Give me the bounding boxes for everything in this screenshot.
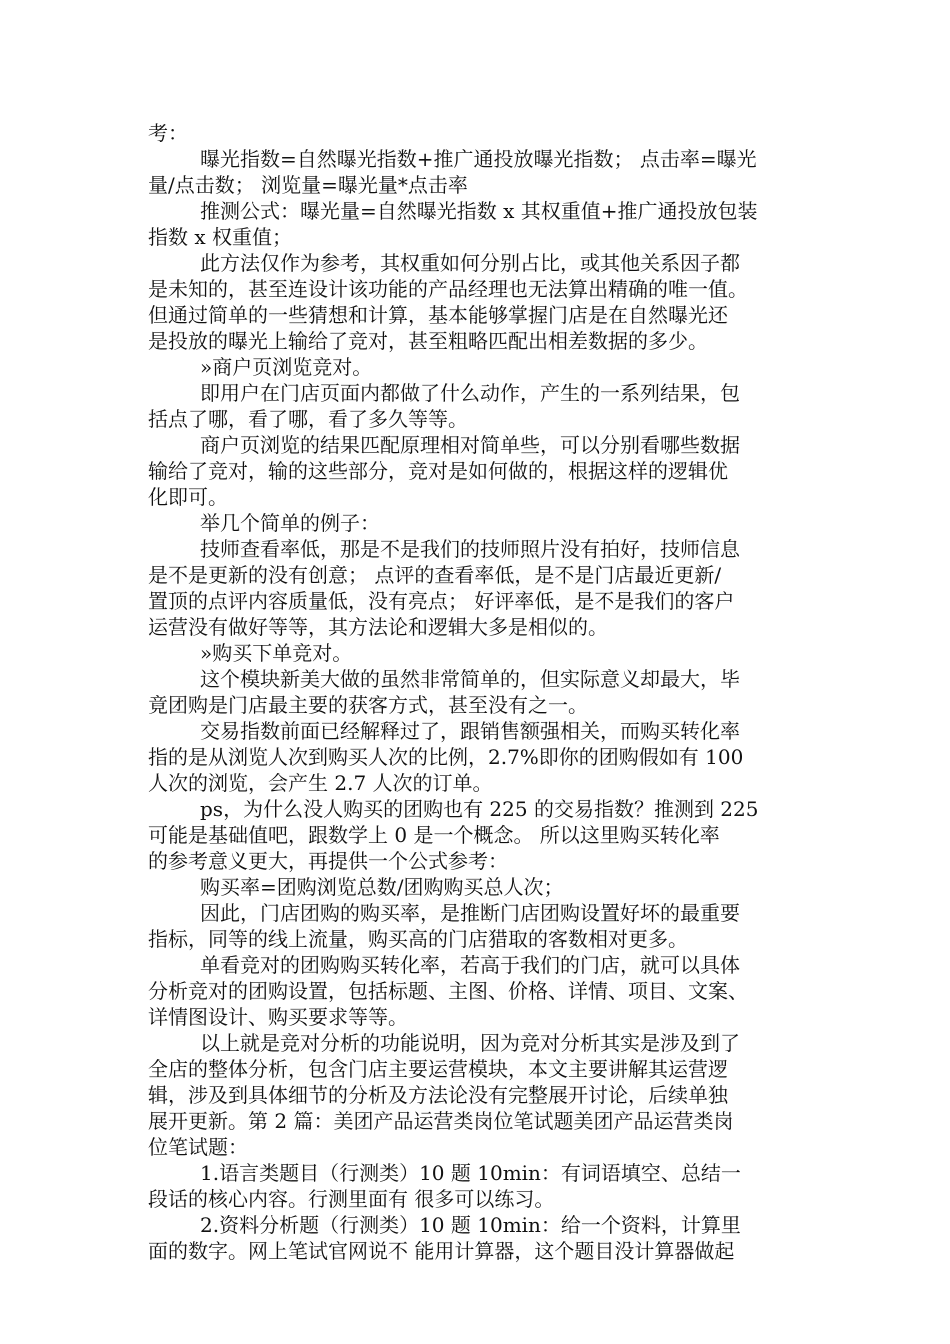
text-line: 置顶的点评内容质量低，没有亮点； 好评率低，是不是我们的客户 (148, 589, 735, 613)
text-line: 位笔试题： (148, 1135, 248, 1159)
text-line: 是未知的，甚至连设计该功能的产品经理也无法算出精确的唯一值。 (148, 277, 748, 301)
text-line: 指数 x 权重值； (148, 225, 292, 249)
text-line: 技师查看率低，那是不是我们的技师照片没有拍好，技师信息 (200, 537, 740, 561)
text-line: 面的数字。网上笔试官网说不 能用计算器，这个题目没计算器做起 (148, 1239, 735, 1263)
text-line: 人次的浏览，会产生 2.7 人次的订单。 (148, 771, 493, 795)
text-line: 指标，同等的线上流量，购买高的门店猎取的客数相对更多。 (148, 927, 688, 951)
text-line: »购买下单竞对。 (200, 641, 353, 665)
text-line: 量/点击数； 浏览量=曝光量*点击率 (148, 173, 468, 197)
document-page (148, 120, 808, 1264)
text-line: 指的是从浏览人次到购买人次的比例，2.7%即你的团购假如有 100 (148, 745, 744, 769)
text-line: 这个模块新美大做的虽然非常简单的，但实际意义却最大，毕 (200, 667, 740, 691)
text-line: 竟团购是门店最主要的获客方式，甚至没有之一。 (148, 693, 588, 717)
text-line: 可能是基础值吧，跟数学上 0 是一个概念。 所以这里购买转化率 (148, 823, 720, 847)
text-line: 是不是更新的没有创意； 点评的查看率低，是不是门店最近更新/ (148, 563, 722, 587)
text-line: 曝光指数=自然曝光指数+推广通投放曝光指数； 点击率=曝光 (200, 147, 757, 171)
text-line: 商户页浏览的结果匹配原理相对简单些，可以分别看哪些数据 (200, 433, 740, 457)
text-line: 购买率=团购浏览总数/团购购买总人次； (200, 875, 564, 899)
text-line: ps，为什么没人购买的团购也有 225 的交易指数？推测到 225 (200, 797, 759, 821)
text-line: 单看竞对的团购购买转化率，若高于我们的门店，就可以具体 (200, 953, 740, 977)
text-line: 化即可。 (148, 485, 228, 509)
text-line: 辑，涉及到具体细节的分析及方法论没有完整展开讨论，后续单独 (148, 1083, 728, 1107)
text-line: 但通过简单的一些猜想和计算，基本能够掌握门店是在自然曝光还 (148, 303, 728, 327)
text-line: 举几个简单的例子： (200, 511, 380, 535)
text-line: 此方法仅作为参考，其权重如何分别占比，或其他关系因子都 (200, 251, 740, 275)
text-line: 因此，门店团购的购买率，是推断门店团购设置好坏的最重要 (200, 901, 740, 925)
text-line: 分析竞对的团购设置，包括标题、主图、价格、详情、项目、文案、 (148, 979, 748, 1003)
text-line: 2.资料分析题（行测类）10 题 10min：给一个资料，计算里 (200, 1213, 741, 1237)
text-line: 展开更新。第 2 篇：美团产品运营类岗位笔试题美团产品运营类岗 (148, 1109, 734, 1133)
text-line: 运营没有做好等等，其方法论和逻辑大多是相似的。 (148, 615, 608, 639)
text-line: 1.语言类题目（行测类）10 题 10min：有词语填空、总结一 (200, 1161, 741, 1185)
text-line: 详情图设计、购买要求等等。 (148, 1005, 408, 1029)
text-line: 全店的整体分析，包含门店主要运营模块，本文主要讲解其运营逻 (148, 1057, 728, 1081)
text-line: 输给了竞对，输的这些部分，竞对是如何做的，根据这样的逻辑优 (148, 459, 728, 483)
text-line: 以上就是竞对分析的功能说明，因为竞对分析其实是涉及到了 (200, 1031, 740, 1055)
text-line: 推测公式：曝光量=自然曝光指数 x 其权重值+推广通投放包装 (200, 199, 758, 223)
text-line: 括点了哪，看了哪，看了多久等等。 (148, 407, 468, 431)
text-line: 段话的核心内容。行测里面有 很多可以练习。 (148, 1187, 555, 1211)
text-line: 交易指数前面已经解释过了，跟销售额强相关，而购买转化率 (200, 719, 740, 743)
text-line: 是投放的曝光上输给了竞对，甚至粗略匹配出相差数据的多少。 (148, 329, 708, 353)
text-line: »商户页浏览竞对。 (200, 355, 373, 379)
text-line: 考： (148, 121, 188, 145)
text-line: 即用户在门店页面内都做了什么动作，产生的一系列结果，包 (200, 381, 740, 405)
text-line: 的参考意义更大，再提供一个公式参考： (148, 849, 508, 873)
